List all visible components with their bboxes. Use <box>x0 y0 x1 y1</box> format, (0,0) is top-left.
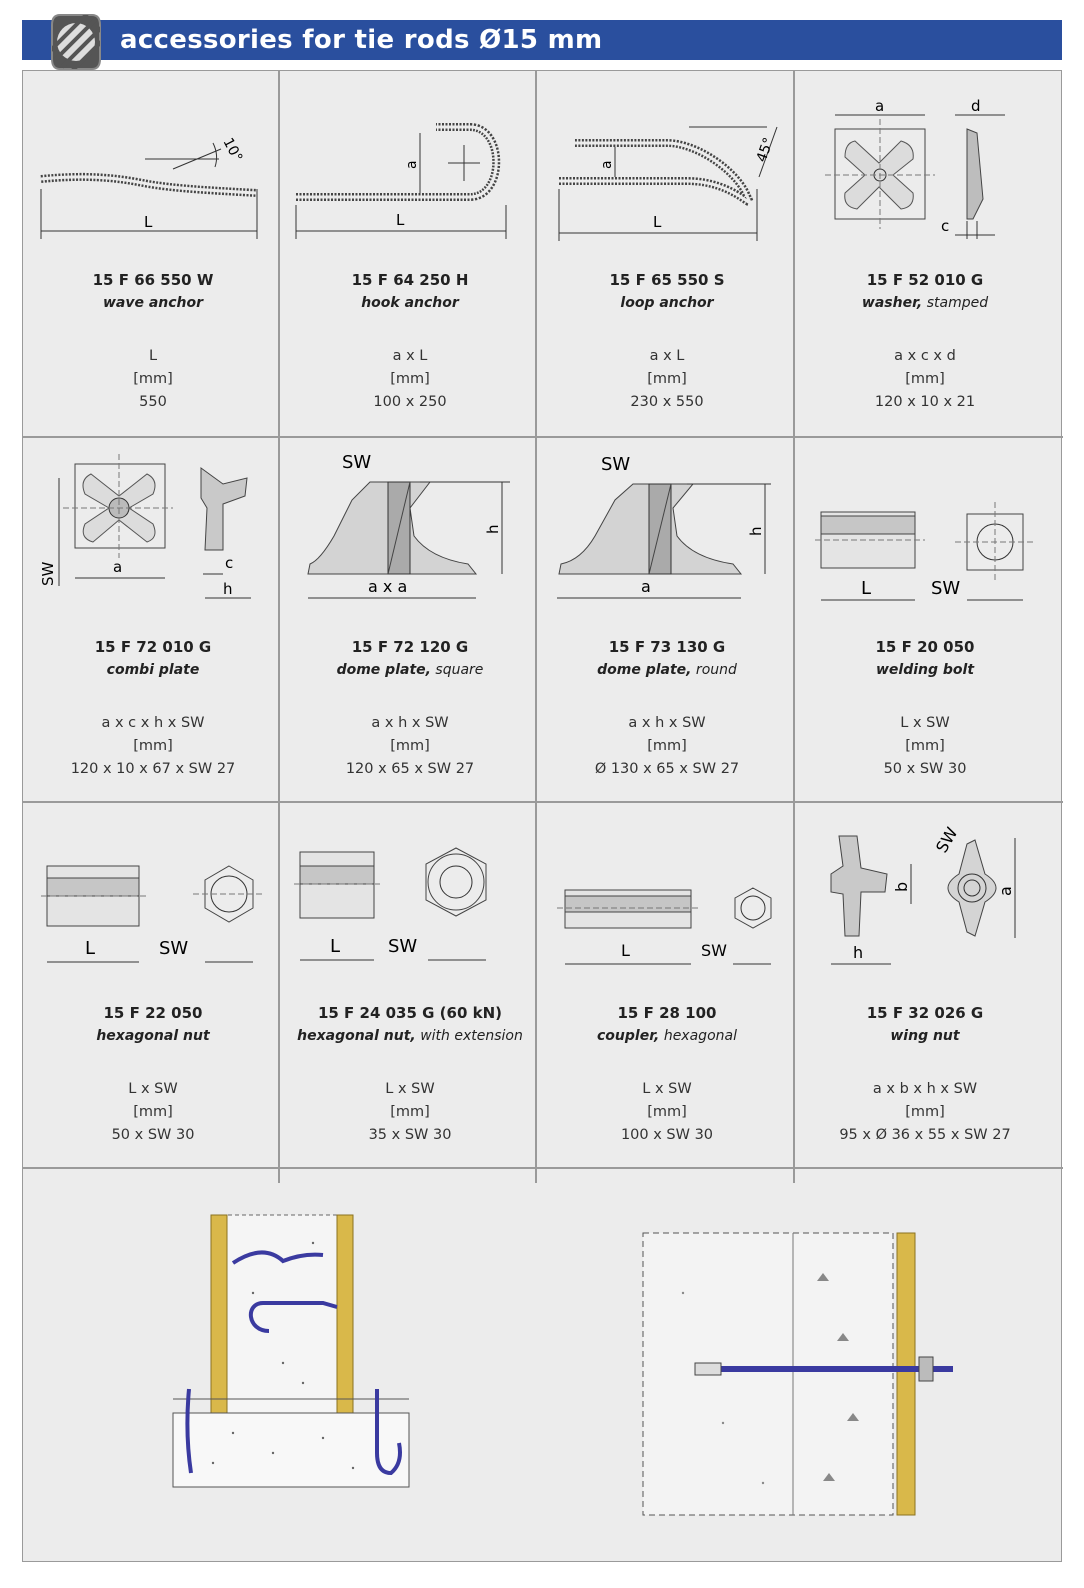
dims-unit: [mm] <box>390 738 430 754</box>
dims-label: a x c x d <box>894 348 956 364</box>
product-name: wing nut <box>890 1028 960 1044</box>
dims-value: 100 x 250 <box>373 394 447 410</box>
dims-value: 120 x 65 x SW 27 <box>345 761 475 777</box>
dome-plate-round-drawing <box>537 438 797 618</box>
product-code: 15 F 32 026 G <box>866 1004 984 1022</box>
drawing-label: SW <box>931 578 961 599</box>
drawing-label: SW <box>701 941 727 960</box>
dims-value: 550 <box>139 394 167 410</box>
product-code: 15 F 72 010 G <box>94 638 212 656</box>
dims-unit: [mm] <box>647 1104 687 1120</box>
product-code: 15 F 52 010 G <box>866 271 984 289</box>
drawing-label: h <box>223 580 233 598</box>
product-name: hexagonal nut, with extension <box>297 1028 523 1044</box>
drawing-label: L <box>861 578 872 599</box>
product-code: 15 F 64 250 H <box>351 271 469 289</box>
dims-label: a x h x SW <box>371 715 449 731</box>
drawing-label: SW <box>342 452 372 473</box>
product-card-dome-plate-square <box>280 438 540 810</box>
drawing-label: h <box>484 524 502 534</box>
tie-rod-hatched-icon <box>50 11 102 73</box>
welding-bolt-drawing <box>795 438 1055 618</box>
product-code: 15 F 65 550 S <box>609 271 725 289</box>
dims-label: L x SW <box>642 1081 692 1097</box>
drawing-label: a <box>875 97 885 115</box>
product-name: combi plate <box>106 662 200 678</box>
product-code: 15 F 73 130 G <box>608 638 726 656</box>
hexagonal-nut-drawing <box>23 804 283 984</box>
product-card-wing-nut <box>795 804 1055 1176</box>
product-code: 15 F 22 050 <box>103 1004 203 1022</box>
product-dimensions <box>795 1078 1055 1147</box>
wall-foundation-illustration <box>173 1215 409 1487</box>
drawing-label: a <box>404 160 420 169</box>
product-dimensions <box>537 712 797 781</box>
dims-unit: [mm] <box>905 371 945 387</box>
product-card-hexagonal-nut <box>23 804 283 1176</box>
product-code: 15 F 28 100 <box>617 1004 717 1022</box>
product-dimensions <box>280 345 540 414</box>
drawing-label: b <box>892 881 911 892</box>
application-illustration <box>23 1183 1063 1561</box>
product-name: coupler, hexagonal <box>597 1028 737 1044</box>
dims-value: 120 x 10 x 67 x SW 27 <box>70 761 236 777</box>
dome-plate-square-drawing <box>280 438 540 618</box>
wall-section-illustration <box>643 1233 953 1515</box>
drawing-label: SW <box>388 936 418 957</box>
product-dimensions <box>537 345 797 414</box>
product-dimensions <box>795 712 1055 781</box>
drawing-label: SW <box>932 823 962 856</box>
washer-drawing <box>795 71 1055 251</box>
dims-value: 50 x SW 30 <box>883 761 967 777</box>
product-card-coupler <box>537 804 797 1176</box>
dims-unit: [mm] <box>647 738 687 754</box>
product-dimensions <box>23 1078 283 1147</box>
dims-value: Ø 130 x 65 x SW 27 <box>594 761 740 777</box>
drawing-label: L <box>621 941 630 960</box>
drawing-label: c <box>941 217 950 235</box>
product-dimensions <box>280 1078 540 1147</box>
dims-label: L x SW <box>900 715 950 731</box>
product-code: 15 F 20 050 <box>875 638 975 656</box>
dims-unit: [mm] <box>133 371 173 387</box>
drawing-label: L <box>85 938 96 959</box>
product-name: wave anchor <box>102 295 204 311</box>
dims-label: L <box>148 348 158 364</box>
product-dimensions <box>795 345 1055 414</box>
coupler-drawing <box>537 804 797 984</box>
drawing-label: a <box>996 886 1015 896</box>
product-card-combi-plate <box>23 438 283 810</box>
dims-unit: [mm] <box>905 1104 945 1120</box>
dims-unit: [mm] <box>390 1104 430 1120</box>
product-name: loop anchor <box>620 295 714 311</box>
hexagonal-nut-extension-drawing <box>280 804 540 984</box>
product-card-hook-anchor <box>280 71 540 443</box>
dims-label: L x SW <box>385 1081 435 1097</box>
product-dimensions <box>23 712 283 781</box>
dims-label: a x L <box>649 348 685 364</box>
drawing-label: L <box>330 936 341 957</box>
product-name: welding bolt <box>875 662 975 678</box>
loop-anchor-drawing <box>537 71 797 251</box>
drawing-label: d <box>971 97 981 115</box>
dims-value: 230 x 550 <box>630 394 704 410</box>
product-card-welding-bolt <box>795 438 1055 810</box>
drawing-label: 45° <box>753 135 778 165</box>
drawing-label: a x a <box>368 577 408 596</box>
product-card-hexagonal-nut-extension <box>280 804 540 1176</box>
dims-unit: [mm] <box>133 738 173 754</box>
wave-anchor-drawing <box>23 71 283 251</box>
drawing-label: c <box>225 554 234 572</box>
dims-label: a x L <box>392 348 428 364</box>
product-dimensions <box>537 1078 797 1147</box>
drawing-label: L <box>396 211 405 229</box>
product-code: 15 F 24 035 G (60 kN) <box>317 1004 503 1022</box>
combi-plate-drawing <box>23 438 283 618</box>
drawing-label: a <box>641 577 651 596</box>
drawing-label: a <box>113 558 123 576</box>
product-dimensions <box>23 345 283 414</box>
product-code: 15 F 72 120 G <box>351 638 469 656</box>
dims-value: 100 x SW 30 <box>620 1127 714 1143</box>
dims-value: 50 x SW 30 <box>111 1127 195 1143</box>
product-name: dome plate, round <box>597 662 737 678</box>
drawing-label: SW <box>159 938 189 959</box>
dims-label: a x c x h x SW <box>101 715 205 731</box>
page-title: accessories for tie rods Ø15 mm <box>120 25 603 55</box>
drawing-label: L <box>144 213 153 231</box>
dims-label: a x b x h x SW <box>872 1081 978 1097</box>
dims-label: L x SW <box>128 1081 178 1097</box>
drawing-label: 10° <box>219 135 246 165</box>
product-card-loop-anchor <box>537 71 797 443</box>
product-name: dome plate, square <box>336 662 484 678</box>
drawing-label: L <box>653 213 662 231</box>
product-dimensions <box>280 712 540 781</box>
dims-label: a x h x SW <box>628 715 706 731</box>
dims-value: 120 x 10 x 21 <box>874 394 976 410</box>
product-name: hexagonal nut <box>96 1028 210 1044</box>
drawing-label: SW <box>39 561 57 586</box>
dims-unit: [mm] <box>390 371 430 387</box>
drawing-label: h <box>747 526 765 536</box>
dims-value: 95 x Ø 36 x 55 x SW 27 <box>839 1127 1011 1143</box>
dims-unit: [mm] <box>647 371 687 387</box>
product-card-wave-anchor <box>23 71 283 443</box>
dims-unit: [mm] <box>905 738 945 754</box>
product-name: hook anchor <box>361 295 459 311</box>
drawing-label: a <box>599 160 615 169</box>
hook-anchor-drawing <box>280 71 540 251</box>
drawing-label: h <box>853 943 864 962</box>
product-card-washer <box>795 71 1055 443</box>
dims-unit: [mm] <box>133 1104 173 1120</box>
product-name: washer, stamped <box>861 295 989 311</box>
product-sheet <box>22 70 1062 1562</box>
product-card-dome-plate-round <box>537 438 797 810</box>
wing-nut-drawing <box>795 804 1055 984</box>
drawing-label: SW <box>601 454 631 475</box>
dims-value: 35 x SW 30 <box>368 1127 452 1143</box>
product-code: 15 F 66 550 W <box>92 271 214 289</box>
